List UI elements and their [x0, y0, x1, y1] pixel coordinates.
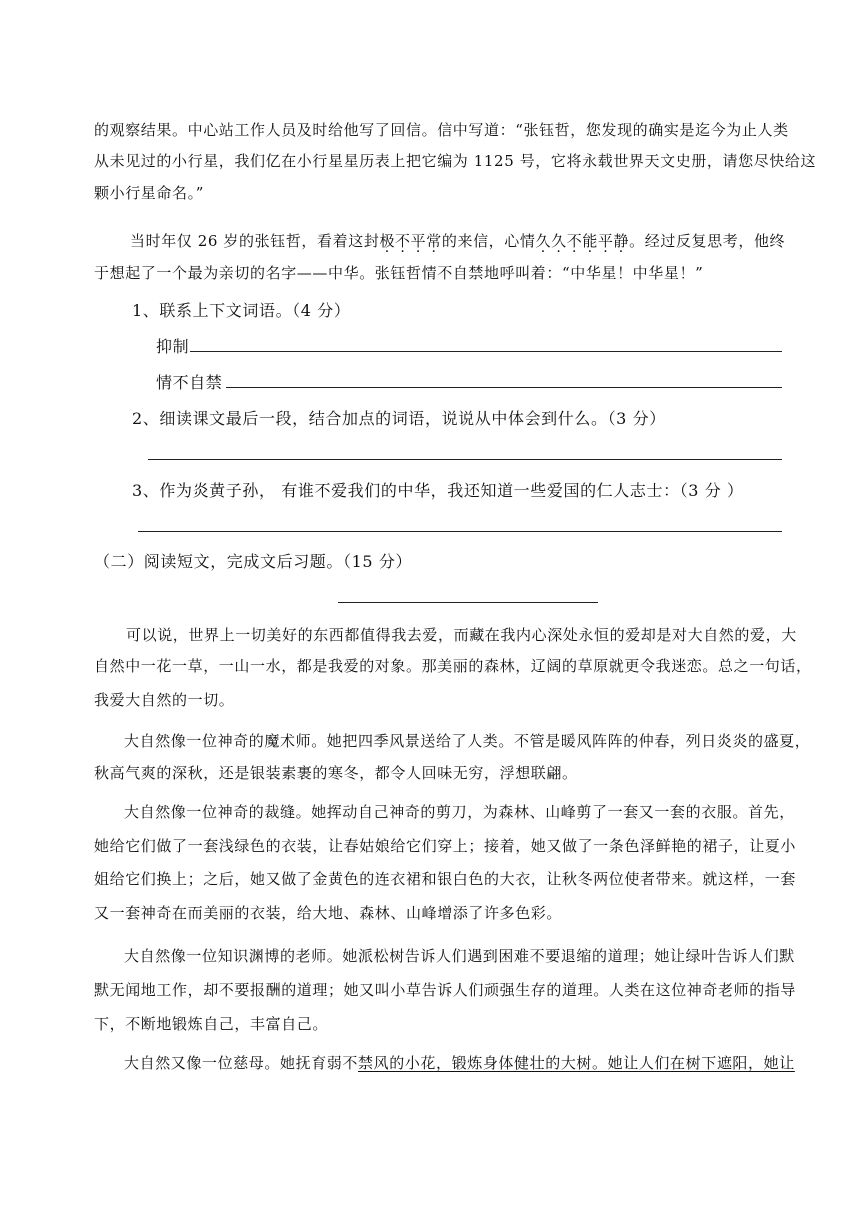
- emphasis-char: 久: [551, 232, 567, 250]
- passage-line: 姐给它们换上；之后，她又做了金黄色的连衣裙和银白色的大衣，让秋冬两位使者带来。就这样，一套: [94, 870, 797, 888]
- passage-line: 我爱大自然的一切。: [94, 691, 235, 709]
- emphasis-char: 不: [566, 232, 583, 250]
- passage-line: 于想起了一个最为亲切的名字——中华。张钰哲情不自禁地呼叫着：“中华星！中华星！”: [94, 264, 704, 282]
- question-1: 1、联系上下文词语。（4 分）: [132, 301, 351, 320]
- passage-line: 的观察结果。中心站工作人员及时给他写了回信。信中写道：“张钰哲，您发现的确实是迄今为止人类: [94, 121, 789, 139]
- question-2: 2、细读课文最后一段，结合加点的词语，说说从中体会到什么。（3 分）: [132, 409, 666, 428]
- emphasis-char: 极: [379, 232, 396, 250]
- passage-line: 颗小行星命名。”: [94, 184, 204, 202]
- passage-line: 可以说，世界上一切美好的东西都值得我去爱，而藏在我内心深处永恒的爱却是对大自然的爱，大: [126, 626, 797, 644]
- title-blank-line[interactable]: [338, 602, 598, 603]
- emphasis-char: 平: [597, 232, 614, 250]
- text: 。经过反复思考，他终: [629, 232, 786, 250]
- term-label: 抑制: [156, 337, 190, 356]
- emphasis-char: 平: [410, 232, 427, 250]
- underlined-text: 禁风的小花，锻炼身体健壮的大树。她让人们在树下遮阳，她让: [358, 1054, 795, 1072]
- text: 当时年仅 26 岁的张钰哲，看着这封: [130, 232, 380, 250]
- answer-line[interactable]: [138, 531, 782, 532]
- passage-line-underlined: [124, 1052, 795, 1073]
- emphasis-char: 久: [535, 232, 552, 250]
- emphasis-char: 常: [426, 232, 442, 250]
- passage-line-dotted: [130, 230, 785, 251]
- passage-line: 下，不断地锻炼自己，丰富自己。: [94, 1015, 329, 1033]
- section-heading: （二）阅读短文，完成文后习题。（15 分）: [94, 552, 413, 571]
- text: 的来信，心情: [441, 232, 536, 250]
- passage-line: 大自然像一位神奇的魔术师。她把四季风景送给了人类。不管是暖风阵阵的仲春，列日炎炎的盛夏，: [124, 732, 811, 750]
- answer-line[interactable]: [226, 387, 782, 388]
- question-3: 3、作为炎黄子孙， 有谁不爱我们的中华，我还知道一些爱国的仁人志士：（3 分 ）: [132, 481, 744, 500]
- passage-line: 默无闻地工作，却不要报酬的道理；她又叫小草告诉人们顽强生存的道理。人类在这位神奇老师的指导: [94, 981, 797, 999]
- passage-line: 自然中一花一草，一山一水，都是我爱的对象。那美丽的森林，辽阔的草原就更令我迷恋。总之一句话，: [94, 657, 812, 675]
- passage-line: 秋高气爽的深秋，还是银装素裹的寒冬，都令人回味无穷，浮想联翩。: [94, 764, 578, 782]
- term-label: 情不自禁: [156, 373, 223, 392]
- emphasis-char: 静: [613, 232, 630, 250]
- passage-line: 她给它们做了一套浅绿色的衣装，让春姑娘给它们穿上；接着，她又做了一条色泽鲜艳的裙子，让夏小: [94, 837, 797, 855]
- text: 大自然又像一位慈母。她抚育弱不: [124, 1054, 359, 1072]
- passage-line: 从未见过的小行星，我们亿在小行星星历表上把它编为 1125 号，它将永载世界天文史册，请您尽快给这: [94, 152, 817, 170]
- passage-line: 又一套神奇在而美丽的衣装，给大地、森林、山峰增添了许多色彩。: [94, 904, 563, 922]
- emphasis-char: 不: [395, 232, 411, 250]
- passage-line: 大自然像一位神奇的裁缝。她挥动自己神奇的剪刀，为森林、山峰剪了一套又一套的衣服。首先，: [124, 803, 795, 821]
- answer-line[interactable]: [190, 351, 782, 352]
- answer-line[interactable]: [148, 459, 782, 460]
- emphasis-char: 能: [582, 232, 598, 250]
- passage-line: 大自然像一位知识渊博的老师。她派松树告诉人们遇到困难不要退缩的道理；她让绿叶告诉人们默: [124, 947, 795, 965]
